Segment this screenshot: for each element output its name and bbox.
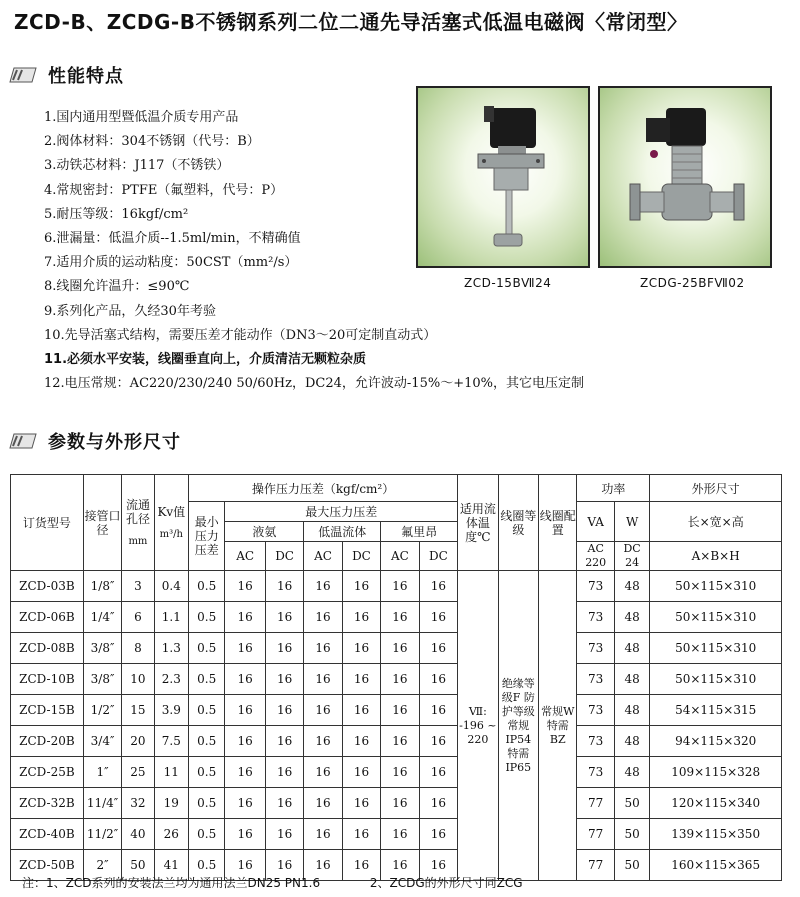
cell-va: 73 xyxy=(577,664,614,695)
header-port: 接管口径 xyxy=(83,475,121,571)
cell-va: 73 xyxy=(577,757,614,788)
cell-port: 3/8″ xyxy=(83,664,121,695)
cell-coil-config: 常规W 特需BZ xyxy=(539,571,577,881)
header-orifice: 流通孔径 mm xyxy=(122,475,154,571)
cell-cryo_ac: 16 xyxy=(304,633,342,664)
table-row xyxy=(11,788,782,819)
feature-item: 5.耐压等级：16kgf/cm² xyxy=(44,206,189,222)
table-header-row xyxy=(11,475,782,502)
cell-kv: 19 xyxy=(154,788,188,819)
table-body xyxy=(11,571,782,881)
cell-model: ZCD-32B xyxy=(11,788,84,819)
cell-freon_ac: 16 xyxy=(381,726,419,757)
header-max: 最大压力压差 xyxy=(225,502,458,522)
feature-item: 10.先导活塞式结构，需要压差才能动作（DN3～20可定制直动式） xyxy=(44,327,437,343)
header-ac: AC xyxy=(381,542,419,571)
cell-kv: 0.4 xyxy=(154,571,188,602)
cell-freon_ac: 16 xyxy=(381,664,419,695)
cell-cryo_ac: 16 xyxy=(304,819,342,850)
cell-cryo_dc: 16 xyxy=(342,726,380,757)
cell-va: 73 xyxy=(577,633,614,664)
header-model: 订货型号 xyxy=(11,475,84,571)
header-coil-config: 线圈配置 xyxy=(539,475,577,571)
cell-w: 50 xyxy=(614,788,649,819)
cell-cryo_ac: 16 xyxy=(304,571,342,602)
table-row xyxy=(11,633,782,664)
cell-cryo_dc: 16 xyxy=(342,664,380,695)
table-row xyxy=(11,602,782,633)
cell-dims: 120×115×340 xyxy=(650,788,782,819)
cell-nh3_ac: 16 xyxy=(225,571,265,602)
cell-freon_ac: 16 xyxy=(381,695,419,726)
cell-freon_ac: 16 xyxy=(381,757,419,788)
section-title-params: 参数与外形尺寸 xyxy=(48,432,181,453)
cell-temp: Ⅶ: -196 ~ 220 xyxy=(458,571,498,881)
cell-cryo_ac: 16 xyxy=(304,788,342,819)
cell-model: ZCD-15B xyxy=(11,695,84,726)
cell-cryo_ac: 16 xyxy=(304,757,342,788)
cell-min: 0.5 xyxy=(189,788,225,819)
cell-w: 48 xyxy=(614,571,649,602)
cell-dims: 50×115×310 xyxy=(650,664,782,695)
cell-nh3_ac: 16 xyxy=(225,850,265,881)
cell-kv: 1.3 xyxy=(154,633,188,664)
cell-model: ZCD-08B xyxy=(11,633,84,664)
cell-w: 50 xyxy=(614,850,649,881)
cell-orifice: 3 xyxy=(122,571,154,602)
cell-dims: 109×115×328 xyxy=(650,757,782,788)
cell-port: 2″ xyxy=(83,850,121,881)
cell-va: 77 xyxy=(577,819,614,850)
header-va: VA xyxy=(577,502,614,542)
cell-port: 3/4″ xyxy=(83,726,121,757)
cell-freon_dc: 16 xyxy=(419,819,458,850)
header-dims-sub2: A×B×H xyxy=(650,542,782,571)
cell-coil-grade: 绝缘等级F 防护等级常规IP54 特需IP65 xyxy=(498,571,538,881)
cell-nh3_dc: 16 xyxy=(265,726,303,757)
header-ac: AC xyxy=(304,542,342,571)
page-title: ZCD-B、ZCDG-B不锈钢系列二位二通先导活塞式低温电磁阀〈常闭型〉 xyxy=(14,10,688,34)
feature-item: 8.线圈允许温升：≤90℃ xyxy=(44,279,190,295)
cell-min: 0.5 xyxy=(189,602,225,633)
cell-nh3_dc: 16 xyxy=(265,850,303,881)
cell-kv: 1.1 xyxy=(154,602,188,633)
cell-freon_ac: 16 xyxy=(381,571,419,602)
cell-nh3_dc: 16 xyxy=(265,664,303,695)
cell-w: 48 xyxy=(614,757,649,788)
cell-nh3_dc: 16 xyxy=(265,757,303,788)
cell-cryo_dc: 16 xyxy=(342,695,380,726)
header-power: 功率 xyxy=(577,475,650,502)
header-dims-sub: 长×宽×高 xyxy=(650,502,782,542)
cell-w: 48 xyxy=(614,726,649,757)
cell-min: 0.5 xyxy=(189,850,225,881)
cell-dims: 50×115×310 xyxy=(650,571,782,602)
table-row xyxy=(11,726,782,757)
cell-kv: 41 xyxy=(154,850,188,881)
cell-va: 73 xyxy=(577,602,614,633)
cell-nh3_ac: 16 xyxy=(225,633,265,664)
cell-dims: 50×115×310 xyxy=(650,602,782,633)
image-caption: ZCDG-25BFⅦ02 xyxy=(640,276,745,290)
feature-item: 4.常规密封：PTFE（氟塑料，代号：P） xyxy=(44,182,284,198)
cell-va: 73 xyxy=(577,571,614,602)
cell-freon_dc: 16 xyxy=(419,633,458,664)
table-row xyxy=(11,571,782,602)
cell-cryo_dc: 16 xyxy=(342,633,380,664)
cell-port: 11/2″ xyxy=(83,819,121,850)
cell-w: 48 xyxy=(614,664,649,695)
cell-orifice: 25 xyxy=(122,757,154,788)
header-temp: 适用流体温度℃ xyxy=(458,475,498,571)
cell-min: 0.5 xyxy=(189,571,225,602)
cell-cryo_dc: 16 xyxy=(342,571,380,602)
cell-min: 0.5 xyxy=(189,757,225,788)
cell-freon_ac: 16 xyxy=(381,850,419,881)
cell-cryo_dc: 16 xyxy=(342,850,380,881)
header-dims: 外形尺寸 xyxy=(650,475,782,502)
cell-freon_dc: 16 xyxy=(419,788,458,819)
section-header-params xyxy=(8,428,181,454)
cell-cryo_ac: 16 xyxy=(304,850,342,881)
table-row xyxy=(11,695,782,726)
cell-orifice: 8 xyxy=(122,633,154,664)
cell-dims: 160×115×365 xyxy=(650,850,782,881)
cell-nh3_ac: 16 xyxy=(225,695,265,726)
cell-dims: 54×115×315 xyxy=(650,695,782,726)
cell-model: ZCD-20B xyxy=(11,726,84,757)
valve-zcd-image xyxy=(418,88,588,266)
cell-model: ZCD-10B xyxy=(11,664,84,695)
cell-nh3_dc: 16 xyxy=(265,602,303,633)
table-row xyxy=(11,757,782,788)
cell-nh3_ac: 16 xyxy=(225,757,265,788)
feature-item: 12.电压常规：AC220/230/240 50/60Hz，DC24，允许波动-15%～+10%，其它电压定制 xyxy=(44,376,584,392)
cell-orifice: 6 xyxy=(122,602,154,633)
cell-port: 1/2″ xyxy=(83,695,121,726)
header-freon: 氟里昂 xyxy=(381,522,458,542)
header-w: W xyxy=(614,502,649,542)
header-ammonia: 液氨 xyxy=(225,522,304,542)
header-dc24: DC 24 xyxy=(614,542,649,571)
cell-cryo_ac: 16 xyxy=(304,602,342,633)
cell-freon_ac: 16 xyxy=(381,819,419,850)
cell-va: 77 xyxy=(577,788,614,819)
section-header-features xyxy=(8,62,124,88)
header-dc: DC xyxy=(265,542,303,571)
cell-freon_dc: 16 xyxy=(419,602,458,633)
section-marker-icon xyxy=(8,66,38,84)
cell-min: 0.5 xyxy=(189,695,225,726)
valve-photo-zcdg xyxy=(598,86,772,268)
cell-cryo_dc: 16 xyxy=(342,602,380,633)
footnote-1: 注：1、ZCD系列的安装法兰均为通用法兰DN25 PN1.6 xyxy=(22,876,321,890)
cell-port: 1/4″ xyxy=(83,602,121,633)
cell-dims: 50×115×310 xyxy=(650,633,782,664)
header-ac: AC xyxy=(225,542,265,571)
section-title-features: 性能特点 xyxy=(48,66,124,87)
cell-min: 0.5 xyxy=(189,633,225,664)
cell-freon_ac: 16 xyxy=(381,633,419,664)
cell-va: 77 xyxy=(577,850,614,881)
cell-nh3_dc: 16 xyxy=(265,633,303,664)
cell-kv: 7.5 xyxy=(154,726,188,757)
cell-freon_dc: 16 xyxy=(419,757,458,788)
cell-port: 3/8″ xyxy=(83,633,121,664)
cell-freon_dc: 16 xyxy=(419,571,458,602)
cell-freon_dc: 16 xyxy=(419,695,458,726)
cell-port: 1/8″ xyxy=(83,571,121,602)
cell-model: ZCD-40B xyxy=(11,819,84,850)
cell-kv: 2.3 xyxy=(154,664,188,695)
cell-freon_dc: 16 xyxy=(419,726,458,757)
cell-orifice: 32 xyxy=(122,788,154,819)
feature-item: 2.阀体材料：304不锈钢（代号：B） xyxy=(44,134,260,150)
feature-item: 9.系列化产品，久经30年考验 xyxy=(44,303,216,319)
feature-item: 3.动铁芯材料：J117（不锈铁） xyxy=(44,158,230,174)
feature-item: 1.国内通用型暨低温介质专用产品 xyxy=(44,110,239,125)
cell-dims: 94×115×320 xyxy=(650,726,782,757)
cell-port: 11/4″ xyxy=(83,788,121,819)
cell-port: 1″ xyxy=(83,757,121,788)
cell-freon_dc: 16 xyxy=(419,850,458,881)
cell-cryo_dc: 16 xyxy=(342,819,380,850)
header-dc: DC xyxy=(419,542,458,571)
header-kv: Kv值 m³/h xyxy=(154,475,188,571)
cell-w: 48 xyxy=(614,695,649,726)
cell-va: 73 xyxy=(577,726,614,757)
cell-va: 73 xyxy=(577,695,614,726)
cell-freon_ac: 16 xyxy=(381,788,419,819)
valve-photo-zcd xyxy=(416,86,590,268)
header-cryo: 低温流体 xyxy=(304,522,381,542)
header-dc: DC xyxy=(342,542,380,571)
cell-nh3_ac: 16 xyxy=(225,726,265,757)
cell-kv: 26 xyxy=(154,819,188,850)
cell-cryo_dc: 16 xyxy=(342,757,380,788)
cell-orifice: 10 xyxy=(122,664,154,695)
cell-w: 50 xyxy=(614,819,649,850)
header-ac220: AC 220 xyxy=(577,542,614,571)
cell-orifice: 15 xyxy=(122,695,154,726)
footnote-2: 2、ZCDG的外形尺寸同ZCG xyxy=(369,876,523,890)
cell-nh3_ac: 16 xyxy=(225,602,265,633)
cell-dims: 139×115×350 xyxy=(650,819,782,850)
cell-model: ZCD-06B xyxy=(11,602,84,633)
cell-nh3_ac: 16 xyxy=(225,788,265,819)
header-min: 最小压力压差 xyxy=(189,502,225,571)
spec-table xyxy=(10,474,782,881)
cell-cryo_ac: 16 xyxy=(304,695,342,726)
cell-cryo_dc: 16 xyxy=(342,788,380,819)
cell-nh3_ac: 16 xyxy=(225,819,265,850)
table-row xyxy=(11,819,782,850)
table-row xyxy=(11,664,782,695)
cell-nh3_dc: 16 xyxy=(265,571,303,602)
cell-model: ZCD-50B xyxy=(11,850,84,881)
cell-w: 48 xyxy=(614,633,649,664)
section-marker-icon xyxy=(8,432,38,450)
cell-nh3_ac: 16 xyxy=(225,664,265,695)
cell-model: ZCD-25B xyxy=(11,757,84,788)
feature-item: 7.适用介质的运动粘度：50CST（mm²/s） xyxy=(44,255,298,271)
cell-freon_dc: 16 xyxy=(419,664,458,695)
cell-nh3_dc: 16 xyxy=(265,788,303,819)
image-caption: ZCD-15BⅦ24 xyxy=(464,276,552,290)
cell-orifice: 40 xyxy=(122,819,154,850)
cell-min: 0.5 xyxy=(189,819,225,850)
cell-nh3_dc: 16 xyxy=(265,819,303,850)
cell-kv: 11 xyxy=(154,757,188,788)
cell-min: 0.5 xyxy=(189,664,225,695)
feature-item: 11.必须水平安装，线圈垂直向上，介质清洁无颗粒杂质 xyxy=(44,351,367,367)
feature-item: 6.泄漏量：低温介质--1.5ml/min，不精确值 xyxy=(44,230,301,246)
footnote xyxy=(22,874,569,891)
cell-orifice: 50 xyxy=(122,850,154,881)
valve-zcdg-image xyxy=(600,88,770,266)
cell-orifice: 20 xyxy=(122,726,154,757)
cell-cryo_ac: 16 xyxy=(304,726,342,757)
cell-nh3_dc: 16 xyxy=(265,695,303,726)
cell-min: 0.5 xyxy=(189,726,225,757)
cell-freon_ac: 16 xyxy=(381,602,419,633)
cell-w: 48 xyxy=(614,602,649,633)
cell-model: ZCD-03B xyxy=(11,571,84,602)
header-coil-grade: 线圈等级 xyxy=(498,475,538,571)
header-pressure: 操作压力压差（kgf/cm²） xyxy=(189,475,458,502)
cell-cryo_ac: 16 xyxy=(304,664,342,695)
cell-kv: 3.9 xyxy=(154,695,188,726)
